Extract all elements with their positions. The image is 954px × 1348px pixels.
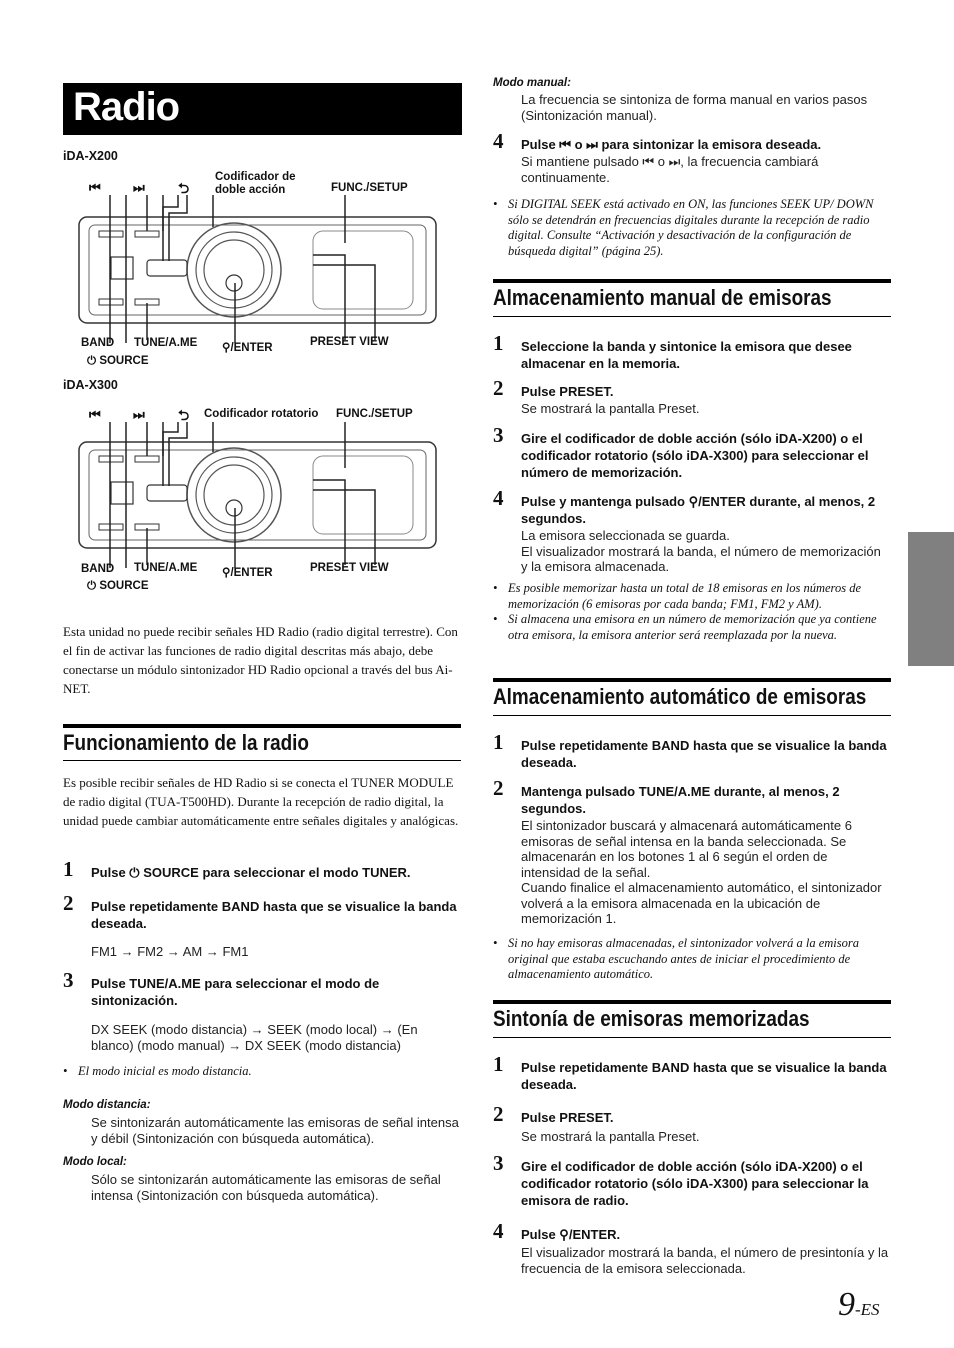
band-label-x300: BAND xyxy=(81,563,115,575)
title-bar xyxy=(63,83,462,135)
step-number: 2 xyxy=(493,376,504,400)
note-bullet: • xyxy=(493,197,498,211)
note-memorizar: Es posible memorizar hasta un total de 18 emisoras en los números de memorización (6 emisoras por cada banda; FM1, FM2 y AM). xyxy=(508,581,861,611)
step-2: Pulse repetidamente BAND hasta que se visualice la banda deseada. xyxy=(91,899,457,931)
band-label-x200: BAND xyxy=(81,337,115,349)
mode-manual-title: Modo manual: xyxy=(493,77,571,89)
section-heading-automatico: Almacenamiento automático de emisoras xyxy=(493,684,867,709)
preset-step-3: Gire el codificador de doble acción (sólo iDA-X200) o el codificador rotatorio (sólo iDA-X300) para seleccionar la emisora de radio. xyxy=(521,1159,869,1208)
search-icon: ⚲ xyxy=(222,567,231,579)
step-4-detail: Si mantiene pulsado ⏮ o ⏭, la frecuencia cambiará continuamente. xyxy=(521,154,819,185)
encoder-label-x200: Codificador de doble acción xyxy=(215,171,296,196)
enter-label-x200: ⚲/ENTER xyxy=(222,342,273,354)
source-label-x200: ⏻ SOURCE xyxy=(87,355,149,367)
mode-local-title: Modo local: xyxy=(63,1156,127,1168)
side-tab xyxy=(908,532,954,666)
power-icon: ⏻ xyxy=(87,580,97,592)
band-sequence: FM1 → FM2 → AM → FM1 xyxy=(91,944,249,959)
page-title: Radio xyxy=(73,85,180,129)
next-icon: ⏭ xyxy=(133,180,145,195)
preset-step-2: Pulse PRESET. xyxy=(521,1110,614,1125)
note-bullet: • xyxy=(493,936,498,950)
power-icon: ⏻ xyxy=(87,355,97,367)
manual-step-4-detail: La emisora seleccionada se guarda. El visualizador mostrará la banda, el número de memorización y la emisora almacenada. xyxy=(521,528,881,574)
step-3: Pulse TUNE/A.ME para seleccionar el modo de sintonización. xyxy=(91,976,380,1008)
section-rule xyxy=(63,724,461,728)
prev-icon: ⏮ xyxy=(89,180,101,195)
tune-label-x200: TUNE/A.ME xyxy=(134,337,198,349)
manual-step-2-detail: Se mostrará la pantalla Preset. xyxy=(521,401,700,416)
model-label-x200: iDA-X200 xyxy=(63,149,118,163)
step-number: 1 xyxy=(493,1052,504,1076)
note-bullet: • xyxy=(493,581,498,595)
mode-distancia-text: Se sintonizarán automáticamente las emisoras de señal intensa y débil (Sintonización con búsqueda automática). xyxy=(91,1115,459,1146)
intro-paragraph: Esta unidad no puede recibir señales HD Radio (radio digital terrestre). Con el fin de activar las funciones de radio digital descritas más abajo, debe conectarse un módulo sintonizador HD Radio opcional a través del bus Ai-NET. xyxy=(63,624,458,696)
preset-step-2-detail: Se mostrará la pantalla Preset. xyxy=(521,1129,700,1144)
step-4: Pulse ⏮ o ⏭ para sintonizar la emisora deseada. xyxy=(521,137,822,152)
manual-step-1: Seleccione la banda y sintonice la emisora que desee almacenar en la memoria. xyxy=(521,339,852,371)
section-heading-sintonia: Sintonía de emisoras memorizadas xyxy=(493,1006,810,1031)
step-number: 4 xyxy=(493,1219,504,1243)
func-setup-label-x300: FUNC./SETUP xyxy=(336,408,413,420)
step-number: 3 xyxy=(63,968,74,992)
preset-view-label-x200: PRESET VIEW xyxy=(310,336,389,348)
section-rule xyxy=(493,1037,891,1038)
note-bullet: • xyxy=(493,612,498,626)
auto-step-1: Pulse repetidamente BAND hasta que se visualice la banda deseada. xyxy=(521,738,887,770)
note-no-emisoras: Si no hay emisoras almacenadas, el sintonizador volverá a la emisora original que estaba escuchando antes de iniciar el procedimiento de almacenamiento automático. xyxy=(508,936,860,981)
section-rule xyxy=(493,316,891,317)
section-rule xyxy=(493,715,891,716)
step-number: 2 xyxy=(493,776,504,800)
section-rule xyxy=(493,1000,891,1004)
page-number: 9-ES xyxy=(838,1286,880,1323)
step-number: 4 xyxy=(493,129,504,153)
preset-view-label-x300: PRESET VIEW xyxy=(310,562,389,574)
step-1: Pulse ⏻ SOURCE para seleccionar el modo TUNER. xyxy=(91,865,411,880)
preset-step-4: Pulse ⚲/ENTER. xyxy=(521,1227,621,1242)
prev-icon: ⏮ xyxy=(89,407,101,422)
mode-manual-text: La frecuencia se sintoniza de forma manual en varios pasos (Sintonización manual). xyxy=(521,92,868,123)
manual-step-4: Pulse y mantenga pulsado ⚲/ENTER durante, al menos, 2 segundos. xyxy=(521,494,876,526)
model-label-x300: iDA-X300 xyxy=(63,378,118,392)
note-mode-inicial: El modo inicial es modo distancia. xyxy=(78,1064,252,1078)
search-icon: ⚲ xyxy=(222,342,231,354)
section-heading-funcionamiento: Funcionamiento de la radio xyxy=(63,730,310,755)
source-label-x300: ⏻ SOURCE xyxy=(87,580,149,592)
mode-local-text: Sólo se sintonizarán automáticamente las emisoras de señal intensa (Sintonización con búsqueda automática). xyxy=(91,1172,441,1203)
step-number: 4 xyxy=(493,486,504,510)
manual-step-2: Pulse PRESET. xyxy=(521,384,614,399)
step-number: 3 xyxy=(493,423,504,447)
step-number: 2 xyxy=(493,1102,504,1126)
return-icon: ⮌ xyxy=(178,180,190,196)
auto-step-2: Mantenga pulsado TUNE/A.ME durante, al menos, 2 segundos. xyxy=(521,784,840,816)
mode-distancia-title: Modo distancia: xyxy=(63,1099,151,1111)
encoder-label-x300: Codificador rotatorio xyxy=(204,408,319,420)
step-number: 1 xyxy=(493,730,504,754)
step-number: 1 xyxy=(63,857,74,881)
return-icon: ⮌ xyxy=(178,407,190,423)
section-intro: Es posible recibir señales de HD Radio si se conecta el TUNER MODULE de radio digital (TUA-T500HD). Durante la recepción de radio digital, la unidad puede cambiar automáticamente entre señales digitales y analógicas. xyxy=(63,775,459,828)
seek-sequence: DX SEEK (modo distancia) → SEEK (modo local) → (En blanco) (modo manual) → DX SEEK (modo distancia) xyxy=(91,1022,418,1053)
note-reemplazar: Si almacena una emisora en un número de memorización que ya contiene otra emisora, la emisora anterior será reemplazada por la nueva. xyxy=(508,612,877,642)
search-icon: ⚲ xyxy=(559,1227,569,1242)
manual-step-3: Gire el codificador de doble acción (sólo iDA-X200) o el codificador rotatorio (sólo iDA-X300) para seleccionar el número de memorización. xyxy=(521,431,869,480)
step-number: 2 xyxy=(63,891,74,915)
enter-label-x300: ⚲/ENTER xyxy=(222,567,273,579)
step-number: 1 xyxy=(493,331,504,355)
next-icon: ⏭ xyxy=(133,407,145,422)
auto-step-2-detail: El sintonizador buscará y almacenará automáticamente 6 emisoras de señal intensa en la banda seleccionada. Se almacenarán en los botones 1 al 6 según el orden de intensidad de la señal. Cuando finalice el almacenamiento automático, el sintonizador volverá a la emisora almacenada en la ubicación de memorización 1. xyxy=(521,818,882,926)
preset-step-4-detail: El visualizador mostrará la banda, el número de presintonía y la frecuencia de la emisora seleccionada. xyxy=(521,1245,889,1276)
section-rule xyxy=(493,279,891,283)
tune-label-x300: TUNE/A.ME xyxy=(134,562,198,574)
func-setup-label-x200: FUNC./SETUP xyxy=(331,182,408,194)
step-number: 3 xyxy=(493,1151,504,1175)
search-icon: ⚲ xyxy=(688,494,699,509)
section-rule xyxy=(493,678,891,682)
preset-step-1: Pulse repetidamente BAND hasta que se visualice la banda deseada. xyxy=(521,1060,887,1092)
note-bullet: • xyxy=(63,1064,68,1078)
section-rule xyxy=(63,760,461,761)
note-digital-seek: Si DIGITAL SEEK está activado en ON, las funciones SEEK UP/ DOWN sólo se detendrán en frecuencias digitales durante la recepción de radio digital. Consulte “Activación y desactivación de la configuración de búsqueda digital” (página 25). xyxy=(508,197,874,258)
section-heading-manual: Almacenamiento manual de emisoras xyxy=(493,285,832,310)
